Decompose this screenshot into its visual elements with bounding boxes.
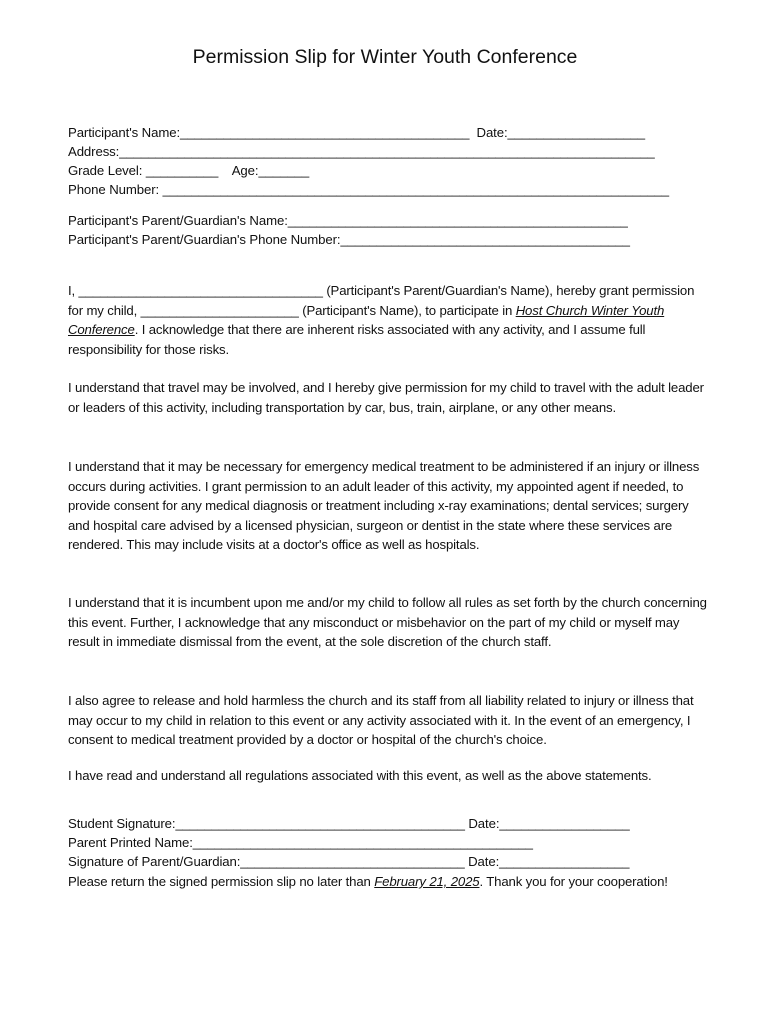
- read-paragraph: I have read and understand all regulations associated with this event, as well as the above statements.: [68, 768, 652, 783]
- page-title: Permission Slip for Winter Youth Conference: [192, 46, 578, 68]
- deadline-date: February 21, 2025: [374, 874, 480, 889]
- guardian-signature-field: Signature of Parent/Guardian:_______________________________ Date:__________________: [68, 854, 630, 869]
- consent-paragraph: [68, 281, 708, 359]
- student-signature-field: Student Signature:________________________________________ Date:__________________: [68, 816, 630, 831]
- consent-text-2: . I acknowledge that there are inherent risks associated with any activity, and I assume full responsibility for those risks.: [68, 322, 646, 357]
- address-field: Address:__________________________________________________________________________: [68, 144, 655, 159]
- parent-printed-name-field: Parent Printed Name:_______________________________________________: [68, 835, 533, 850]
- guardian-name-field: Participant's Parent/Guardian's Name:_______________________________________________: [68, 213, 628, 228]
- guardian-phone-field: Participant's Parent/Guardian's Phone Number:________________________________________: [68, 232, 630, 247]
- travel-paragraph: I understand that travel may be involved, and I hereby give permission for my child to travel with the adult leader or leaders of this activity, including transportation by car, bus, train, airplane, or any other means.: [68, 380, 704, 415]
- consent-text-1: I, __________________________________ (Participant's Parent/Guardian's Name), hereby grant permission for my child, ______________________ (Participant's Name), to participate in: [68, 283, 695, 318]
- event-name: Host Church Winter Youth Conference: [68, 302, 665, 337]
- grade-age-field: Grade Level: __________ Age:_______: [68, 163, 310, 178]
- return-note-text: Please return the signed permission slip no later than: [68, 874, 375, 889]
- return-note: [68, 872, 708, 891]
- return-note-closing: . Thank you for your cooperation!: [479, 874, 668, 889]
- medical-paragraph: I understand that it may be necessary for emergency medical treatment to be administered if an injury or illness occurs during activities. I grant permission to an adult leader of this activity, my appointed agent if needed, to provide consent for any medical diagnosis or treatment including x-ray examinations; dental services; surgery and hospital care advised by a licensed physician, surgeon or dentist in the state where these services are rendered. This may include visits at a doctor's office as well as hospitals.: [68, 459, 700, 552]
- participant-name-field: Participant's Name:________________________________________ Date:___________________: [68, 125, 645, 140]
- rules-paragraph: I understand that it is incumbent upon me and/or my child to follow all rules as set forth by the church concerning this event. Further, I acknowledge that any misconduct or misbehavior on the part of my child or myself may result in immediate dismissal from the event, at the sole discretion of the church staff.: [68, 595, 707, 649]
- phone-field: Phone Number: ______________________________________________________________________: [68, 182, 670, 197]
- release-paragraph: I also agree to release and hold harmless the church and its staff from all liability related to injury or illness that may occur to my child in relation to this event or any activity associated with it. In the event of an emergency, I consent to medical treatment provided by a doctor or hospital of the church's choice.: [68, 693, 694, 747]
